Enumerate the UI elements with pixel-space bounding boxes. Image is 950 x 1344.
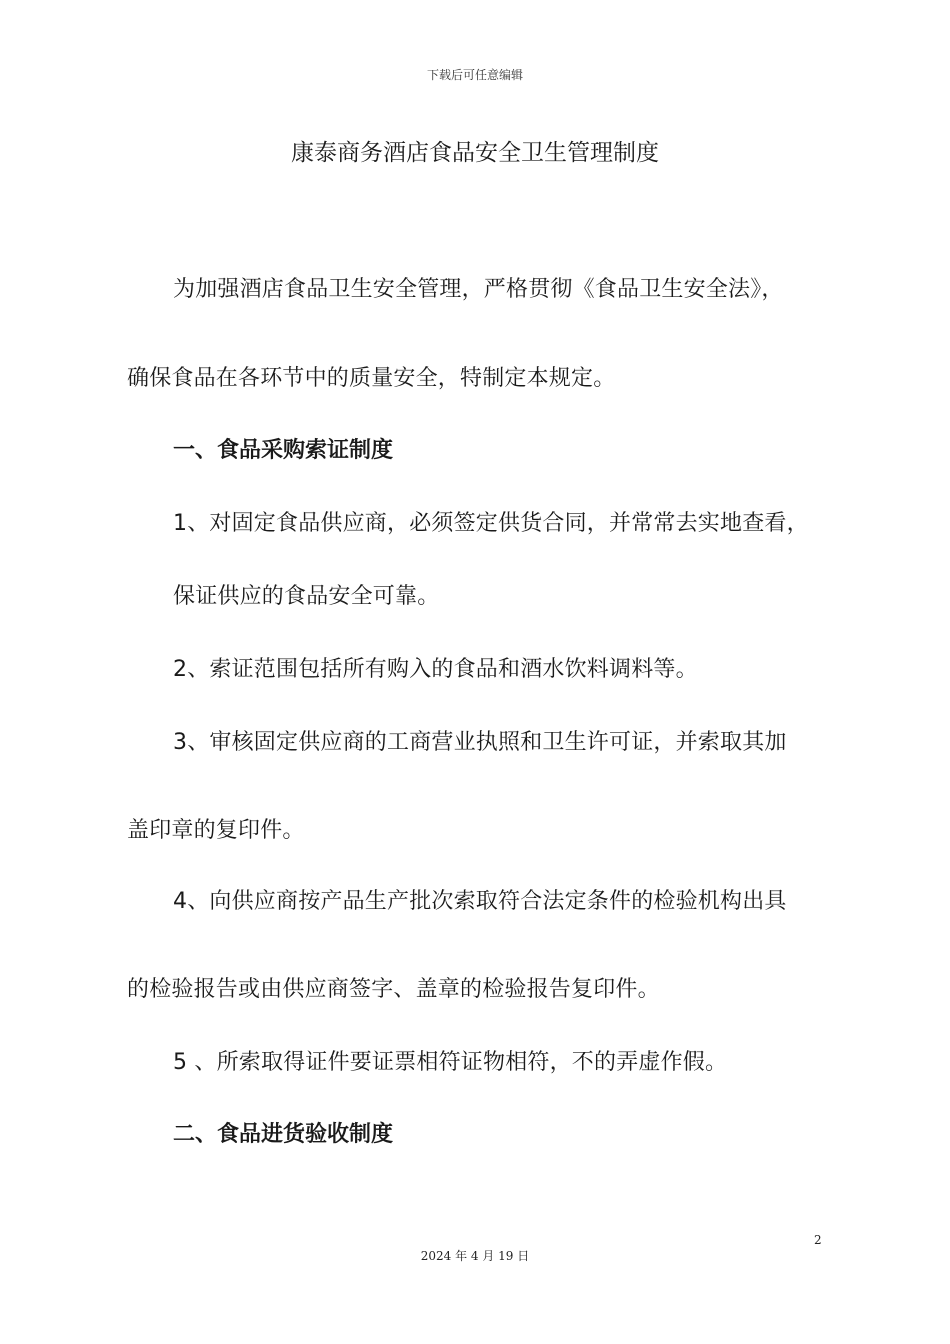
section-2-heading: 二、食品进货验收制度	[173, 1122, 394, 1147]
document-title: 康泰商务酒店食品安全卫生管理制度	[291, 140, 659, 166]
intro-line-1: 为加强酒店食品卫生安全管理，严格贯彻《食品卫生安全法》，	[173, 277, 784, 302]
section-1-line-5: 盖印章的复印件。	[127, 818, 305, 843]
section-1-line-6: 4、向供应商按产品生产批次索取符合法定条件的检验机构出具	[173, 889, 787, 914]
intro-line-2: 确保食品在各环节中的质量安全，特制定本规定。	[127, 366, 616, 391]
section-1-heading: 一、食品采购索证制度	[173, 438, 394, 463]
section-1-line-2: 保证供应的食品安全可靠。	[173, 584, 440, 609]
header-note: 下载后可任意编辑	[426, 68, 523, 82]
page-number: 2	[814, 1233, 822, 1247]
section-1-line-8: 5 、所索取得证件要证票相符证物相符，不的弄虚作假。	[173, 1050, 728, 1075]
section-1-line-3: 2、索证范围包括所有购入的食品和酒水饮料调料等。	[173, 657, 698, 682]
section-1-line-1: 1、对固定食品供应商，必须签定供货合同，并常常去实地查看，	[173, 511, 809, 536]
section-1-line-4: 3、审核固定供应商的工商营业执照和卫生许可证，并索取其加	[173, 730, 787, 755]
footer-date: 2024 年 4 月 19 日	[420, 1249, 530, 1263]
section-1-line-7: 的检验报告或由供应商签字、盖章的检验报告复印件。	[127, 977, 660, 1002]
